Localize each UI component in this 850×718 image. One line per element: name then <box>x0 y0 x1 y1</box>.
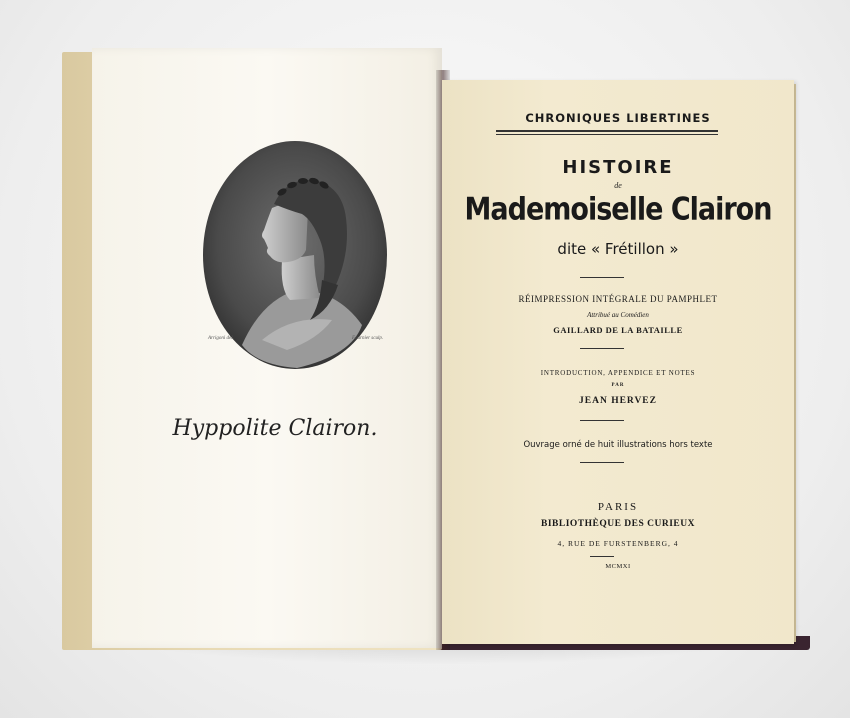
engraver-credit-left: Arrigoni del. <box>208 336 234 341</box>
title-name: Mademoiselle Clairon <box>464 191 772 228</box>
title-de: de <box>614 181 622 190</box>
illustrations-note: Ouvrage orné de huit illustrations hors texte <box>523 440 713 450</box>
reimpression-line: RÉIMPRESSION INTÉGRALE DU PAMPHLET <box>518 294 718 304</box>
series-rule <box>496 130 718 132</box>
subtitle: dite « Frétillon » <box>557 240 679 258</box>
series-rule-thin <box>496 134 718 135</box>
title-histoire: HISTOIRE <box>562 157 674 178</box>
divider-4 <box>580 462 624 463</box>
divider-5 <box>590 556 614 557</box>
par-line: PAR <box>611 383 625 388</box>
intro-line: INTRODUCTION, APPENDICE ET NOTES <box>540 369 696 377</box>
publisher-name: BIBLIOTHÈQUE DES CURIEUX <box>540 519 695 529</box>
editor-name: JEAN HERVEZ <box>579 396 657 406</box>
engraver-credit-right: Fournier sculp. <box>352 336 384 341</box>
divider-1 <box>580 277 624 278</box>
title-page <box>442 80 794 644</box>
publication-city: PARIS <box>597 501 639 513</box>
divider-2 <box>580 348 624 349</box>
attribution-line: Attribué au Comédien <box>587 311 649 319</box>
publisher-address: 4, RUE DE FURSTENBERG, 4 <box>557 539 679 548</box>
portrait-signature: Hyppolite Clairon. <box>172 416 378 441</box>
author-name: GAILLARD DE LA BATAILLE <box>553 325 683 335</box>
series-title: CHRONIQUES LIBERTINES <box>525 111 711 125</box>
divider-3 <box>580 420 624 421</box>
publication-year: MCMXI <box>605 563 631 570</box>
